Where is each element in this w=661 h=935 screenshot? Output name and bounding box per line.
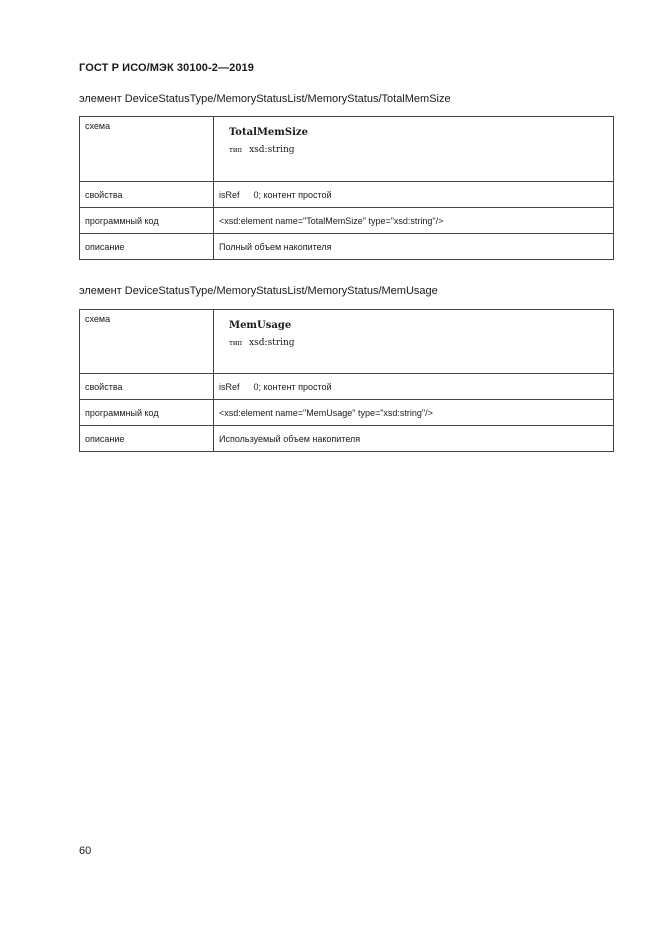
schema-cell [214,117,614,182]
schema-label: схема [80,117,214,182]
schema-type-line [229,145,608,155]
standard-title: ГОСТ Р ИСО/МЭК 30100-2—2019 [79,62,254,74]
properties-value: 0; контент простой [253,189,332,200]
code-value: <xsd:element name="MemUsage" type="xsd:string"/> [214,400,614,426]
description-row [80,234,614,260]
schema-row [80,310,614,374]
properties-cell [214,182,614,208]
schema-type-key: тип [229,339,243,347]
section-heading-mem-usage: элемент DeviceStatusType/MemoryStatusList/MemoryStatus/MemUsage [79,285,438,297]
page-number: 60 [79,845,92,857]
description-label: описание [80,234,214,260]
schema-element-name: MemUsage [229,320,292,331]
schema-diagram [229,127,608,155]
section-heading-total-mem-size: элемент DeviceStatusType/MemoryStatusList/MemoryStatus/TotalMemSize [79,93,451,105]
code-row [80,208,614,234]
properties-key: isRef [219,381,240,392]
description-value: Полный объем накопителя [214,234,614,260]
description-value: Используемый объем накопителя [214,426,614,452]
properties-label: свойства [80,182,214,208]
code-value: <xsd:element name="TotalMemSize" type="xsd:string"/> [214,208,614,234]
description-label: описание [80,426,214,452]
schema-type-key: тип [229,146,243,154]
spec-table-total-mem-size [79,116,614,260]
properties-key: isRef [219,189,240,200]
properties-cell [214,374,614,400]
properties-row [80,182,614,208]
schema-cell [214,310,614,374]
code-label: программный код [80,400,214,426]
schema-diagram [229,320,608,348]
schema-label: схема [80,310,214,374]
code-row [80,400,614,426]
spec-table-mem-usage [79,309,614,452]
description-row [80,426,614,452]
schema-row [80,117,614,182]
properties-label: свойства [80,374,214,400]
schema-element-name: TotalMemSize [229,127,308,138]
properties-value: 0; контент простой [253,381,332,392]
schema-type-line [229,338,608,348]
properties-row [80,374,614,400]
schema-type-value: xsd:string [249,338,295,348]
schema-type-value: xsd:string [249,145,295,155]
code-label: программный код [80,208,214,234]
